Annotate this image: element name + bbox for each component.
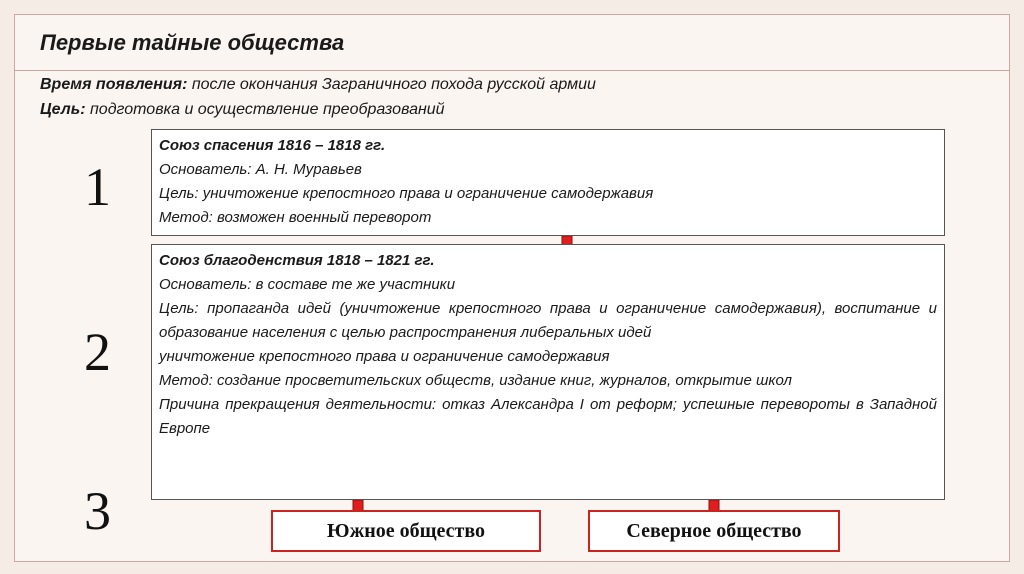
step-number-3: 3 — [84, 481, 111, 541]
box1-founder: Основатель: А. Н. Муравьев — [159, 161, 362, 178]
title-divider — [14, 70, 1010, 71]
page-title: Первые тайные общества — [40, 30, 345, 55]
intro-time — [40, 76, 596, 94]
box2-heading: Союз благоденствия 1818 – 1821 гг. — [159, 252, 435, 269]
step-number-2: 2 — [84, 322, 111, 382]
south-society-box: Южное общество — [271, 510, 541, 552]
box-union-salvation — [151, 129, 945, 236]
box1-goal: Цель: уничтожение крепостного права и ограничение самодержавия — [159, 185, 654, 202]
box1-method: Метод: возможен военный переворот — [159, 209, 432, 226]
box2-method: Метод: создание просветительских обществ, издание книг, журналов, открытие школ — [159, 372, 792, 389]
box2-goal: Цель: пропаганда идей (уничтожение крепостного права и ограничение самодержавия), воспитание и образование населения с целью распространения либеральных идей — [159, 300, 937, 341]
box2-goal-repeat: уничтожение крепостного права и ограничение самодержавия — [159, 348, 610, 365]
box1-heading: Союз спасения 1816 – 1818 гг. — [159, 137, 386, 154]
intro-goal — [40, 101, 445, 119]
north-society-box: Северное общество — [588, 510, 840, 552]
box-union-welfare — [151, 244, 945, 500]
intro-time-label: Время появления: — [40, 76, 188, 93]
box2-reason: Причина прекращения деятельности: отказ Александра I от реформ; успешные перевороты в Западной Европе — [159, 396, 937, 437]
intro-time-value: после окончания Заграничного похода русской армии — [187, 76, 596, 93]
step-number-1: 1 — [84, 157, 111, 217]
intro-goal-label: Цель: — [40, 101, 86, 118]
intro-goal-value: подготовка и осуществление преобразований — [85, 101, 445, 118]
box2-founder: Основатель: в составе те же участники — [159, 276, 456, 293]
